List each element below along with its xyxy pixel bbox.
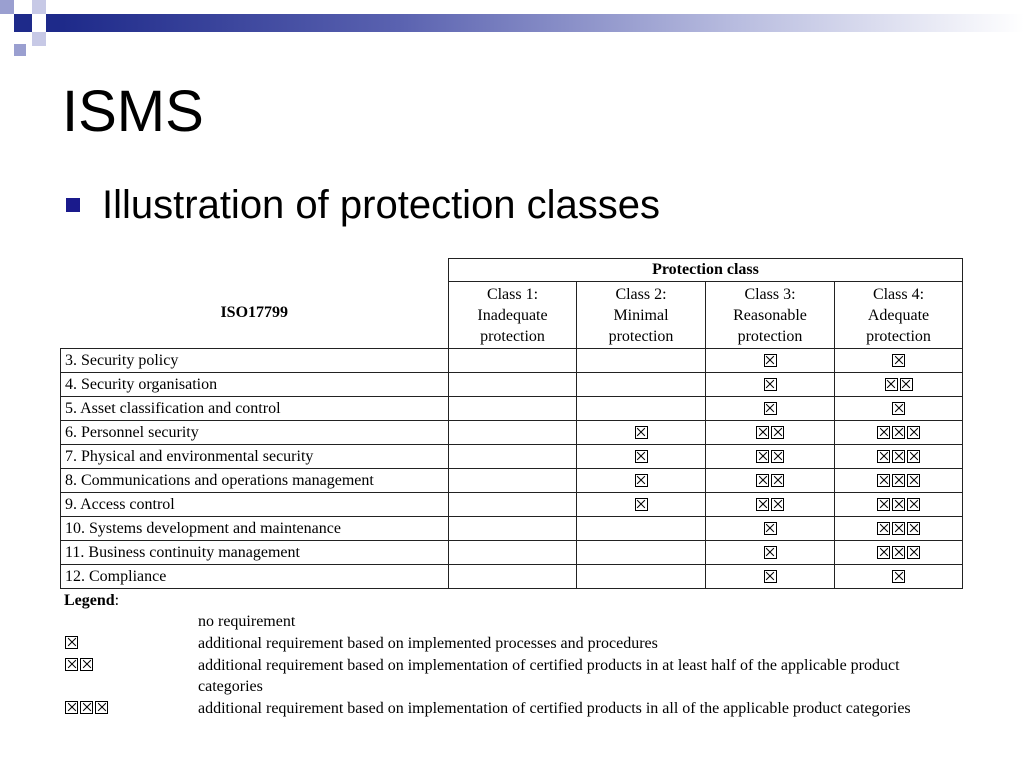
checked-box-icon: [885, 378, 898, 391]
class-header-line: Adequate: [867, 306, 930, 324]
row-label: 5. Asset classification and control: [61, 397, 449, 421]
requirement-cell: [835, 565, 963, 589]
checked-box-icon: [892, 546, 905, 559]
requirement-cell: [577, 349, 706, 373]
checked-box-icon: [892, 522, 905, 535]
requirement-cell: [577, 493, 706, 517]
legend-entry: [64, 611, 958, 632]
legend-title: Legend: [64, 592, 115, 609]
checked-box-icon: [764, 378, 777, 391]
checked-box-icon: [65, 701, 78, 714]
checked-box-icon: [771, 426, 784, 439]
legend-symbol: [64, 633, 198, 654]
checked-box-icon: [771, 498, 784, 511]
requirement-cell: [835, 541, 963, 565]
checked-box-icon: [756, 450, 769, 463]
deco-square: [14, 44, 26, 56]
requirement-cell: [449, 421, 577, 445]
requirement-cell: [706, 565, 835, 589]
checked-box-icon: [892, 570, 905, 583]
table-row: [61, 493, 963, 517]
checked-box-icon: [771, 474, 784, 487]
checked-box-icon: [892, 498, 905, 511]
checked-box-icon: [892, 450, 905, 463]
checked-box-icon: [907, 498, 920, 511]
requirement-cell: [577, 565, 706, 589]
deco-square: [32, 32, 46, 46]
table-row: [61, 565, 963, 589]
checked-box-icon: [635, 450, 648, 463]
table-row: [61, 541, 963, 565]
checked-box-icon: [635, 426, 648, 439]
table-body: [61, 349, 963, 589]
requirement-cell: [577, 541, 706, 565]
table-row: [61, 445, 963, 469]
requirement-cell: [449, 373, 577, 397]
checked-box-icon: [892, 354, 905, 367]
table-row: [61, 373, 963, 397]
class-header-line: Class 1:: [486, 285, 539, 303]
checked-box-icon: [756, 498, 769, 511]
checked-box-icon: [877, 498, 890, 511]
class-header-line: Reasonable: [733, 306, 807, 324]
class-header-line: protection: [737, 327, 803, 345]
requirement-cell: [706, 421, 835, 445]
requirement-cell: [706, 493, 835, 517]
requirement-cell: [706, 397, 835, 421]
checked-box-icon: [907, 426, 920, 439]
requirement-cell: [835, 493, 963, 517]
table-row: [61, 349, 963, 373]
checked-box-icon: [892, 426, 905, 439]
checked-box-icon: [764, 570, 777, 583]
requirement-cell: [706, 445, 835, 469]
requirement-cell: [449, 517, 577, 541]
requirement-cell: [577, 517, 706, 541]
class-header-line: Class 3:: [744, 285, 796, 303]
requirement-cell: [706, 373, 835, 397]
deco-square: [0, 0, 14, 14]
class-header-line: protection: [480, 327, 545, 345]
requirement-cell: [577, 469, 706, 493]
checked-box-icon: [892, 474, 905, 487]
checked-box-icon: [907, 546, 920, 559]
requirement-cell: [835, 421, 963, 445]
legend-symbol: [64, 655, 198, 697]
legend-text: no requirement: [198, 613, 296, 630]
requirement-cell: [706, 541, 835, 565]
deco-square: [46, 14, 62, 32]
requirement-cell: [449, 493, 577, 517]
checked-box-icon: [756, 474, 769, 487]
row-label: 10. Systems development and maintenance: [61, 517, 449, 541]
class-header-line: protection: [866, 327, 931, 345]
requirement-cell: [706, 517, 835, 541]
checked-box-icon: [877, 522, 890, 535]
group-header: Protection class: [449, 259, 963, 282]
row-label: 12. Compliance: [61, 565, 449, 589]
deco-square: [0, 32, 14, 46]
legend-symbol: [64, 611, 198, 632]
checked-box-icon: [907, 522, 920, 535]
legend-text: additional requirement based on implementation of certified products in at least half of the applicable product categories: [198, 657, 900, 695]
checked-box-icon: [877, 450, 890, 463]
requirement-cell: [835, 445, 963, 469]
class-header: [706, 282, 835, 349]
requirement-cell: [835, 349, 963, 373]
checked-box-icon: [764, 402, 777, 415]
requirement-cell: [835, 469, 963, 493]
row-label: 9. Access control: [61, 493, 449, 517]
title-gradient-bar: [62, 14, 1024, 32]
requirement-cell: [449, 445, 577, 469]
table-row: [61, 397, 963, 421]
checked-box-icon: [877, 426, 890, 439]
row-label: 11. Business continuity management: [61, 541, 449, 565]
class-header-line: Class 2:: [615, 285, 667, 303]
row-label: 4. Security organisation: [61, 373, 449, 397]
class-header: [577, 282, 706, 349]
requirement-cell: [577, 421, 706, 445]
requirement-cell: [449, 541, 577, 565]
table-row: [61, 469, 963, 493]
requirement-cell: [449, 565, 577, 589]
requirement-cell: [577, 445, 706, 469]
row-label: 8. Communications and operations management: [61, 469, 449, 493]
square-bullet-icon: [66, 198, 80, 212]
checked-box-icon: [771, 450, 784, 463]
requirement-cell: [706, 469, 835, 493]
legend-title-suffix: :: [114, 592, 120, 609]
requirement-cell: [706, 349, 835, 373]
requirement-cell: [835, 397, 963, 421]
row-label: 3. Security policy: [61, 349, 449, 373]
checked-box-icon: [764, 546, 777, 559]
checked-box-icon: [635, 498, 648, 511]
class-header-line: Inadequate: [477, 306, 548, 324]
slide-title: ISMS: [62, 79, 204, 144]
legend-text: additional requirement based on implementation of certified products in all of the applicable product categories: [198, 700, 911, 717]
checked-box-icon: [635, 474, 648, 487]
checked-box-icon: [907, 450, 920, 463]
deco-square: [14, 14, 32, 32]
checked-box-icon: [764, 522, 777, 535]
checked-box-icon: [892, 402, 905, 415]
legend-rows: [64, 611, 958, 719]
requirement-cell: [835, 517, 963, 541]
requirement-cell: [577, 373, 706, 397]
checked-box-icon: [80, 701, 93, 714]
bullet-item: [66, 183, 660, 227]
row-header: ISO17799: [61, 259, 449, 349]
legend-entry: [64, 633, 958, 654]
legend-symbol: [64, 698, 198, 719]
legend-entry: [64, 655, 958, 697]
table-row: [61, 421, 963, 445]
protection-class-table: [60, 258, 963, 589]
class-header: [449, 282, 577, 349]
legend-text: additional requirement based on implemented processes and procedures: [198, 635, 658, 652]
class-header-line: protection: [608, 327, 674, 345]
checked-box-icon: [877, 474, 890, 487]
requirement-cell: [577, 397, 706, 421]
deco-square: [32, 0, 46, 14]
checked-box-icon: [877, 546, 890, 559]
class-header: [835, 282, 963, 349]
checked-box-icon: [80, 658, 93, 671]
class-header-line: Minimal: [613, 306, 669, 324]
class-header-line: Class 4:: [872, 285, 925, 303]
slide-decoration: [0, 0, 1024, 60]
requirement-cell: [449, 349, 577, 373]
checked-box-icon: [65, 636, 78, 649]
legend: [64, 592, 958, 719]
checked-box-icon: [95, 701, 108, 714]
checked-box-icon: [907, 474, 920, 487]
row-label: 6. Personnel security: [61, 421, 449, 445]
requirement-cell: [835, 373, 963, 397]
requirement-cell: [449, 469, 577, 493]
checked-box-icon: [900, 378, 913, 391]
row-label: 7. Physical and environmental security: [61, 445, 449, 469]
checked-box-icon: [756, 426, 769, 439]
legend-heading: [64, 592, 958, 610]
checked-box-icon: [764, 354, 777, 367]
legend-entry: [64, 698, 958, 719]
bullet-text: Illustration of protection classes: [102, 182, 661, 227]
table-row: [61, 517, 963, 541]
requirement-cell: [449, 397, 577, 421]
checked-box-icon: [65, 658, 78, 671]
